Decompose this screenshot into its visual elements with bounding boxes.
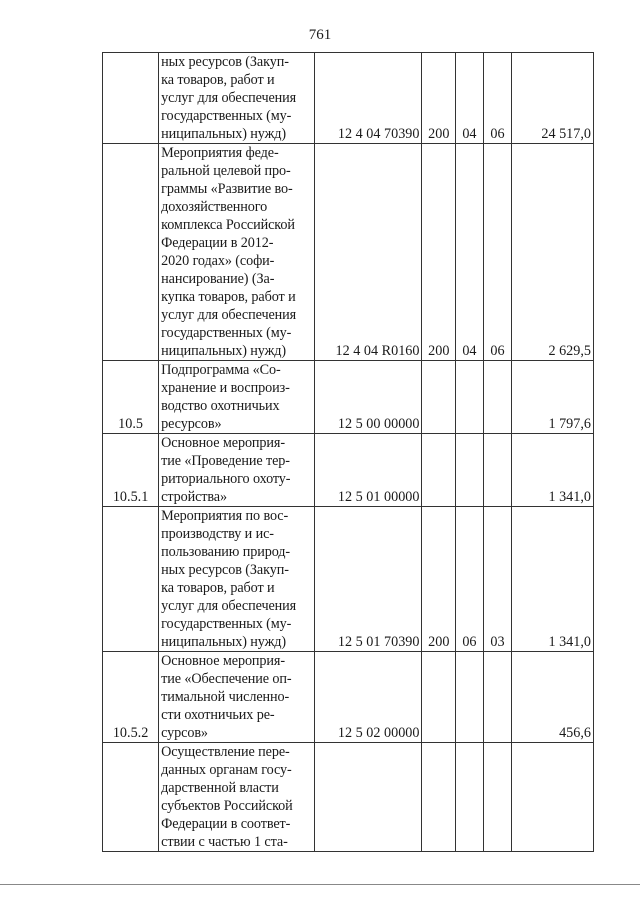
row-expense-type <box>422 652 456 743</box>
row-amount: 1 341,0 <box>512 507 594 652</box>
row-target-article: 12 5 00 00000 <box>315 361 422 434</box>
table-row <box>103 53 594 144</box>
row-expense-type <box>422 434 456 507</box>
row-number <box>103 144 159 361</box>
row-expense-type: 200 <box>422 53 456 144</box>
row-amount <box>512 743 594 852</box>
row-amount: 1 797,6 <box>512 361 594 434</box>
row-subsection <box>483 743 512 852</box>
row-number <box>103 743 159 852</box>
row-name: Основное мероприя- тие «Обеспечение оп- тимальной численно- сти охотничьих ре- сурсов» <box>159 652 315 743</box>
row-section: 04 <box>456 144 484 361</box>
row-section <box>456 361 484 434</box>
row-amount: 1 341,0 <box>512 434 594 507</box>
row-target-article: 12 4 04 R0160 <box>315 144 422 361</box>
page-bottom-rule <box>0 884 640 885</box>
table-row <box>103 144 594 361</box>
page-number: 761 <box>308 27 332 43</box>
row-section <box>456 743 484 852</box>
row-expense-type <box>422 743 456 852</box>
table-row <box>103 743 594 852</box>
table-row <box>103 507 594 652</box>
row-subsection: 03 <box>483 507 512 652</box>
row-amount: 456,6 <box>512 652 594 743</box>
row-subsection: 06 <box>483 53 512 144</box>
row-subsection: 06 <box>483 144 512 361</box>
budget-table <box>102 52 594 852</box>
table-row <box>103 361 594 434</box>
table-row <box>103 434 594 507</box>
row-name: Подпрограмма «Со- хранение и воспроиз- водство охотничьих ресурсов» <box>159 361 315 434</box>
row-target-article: 12 4 04 70390 <box>315 53 422 144</box>
row-number: 10.5.2 <box>103 652 159 743</box>
row-target-article: 12 5 01 00000 <box>315 434 422 507</box>
row-number: 10.5 <box>103 361 159 434</box>
row-amount: 24 517,0 <box>512 53 594 144</box>
row-subsection <box>483 652 512 743</box>
row-name: Основное мероприя- тие «Проведение тер- риториального охоту- стройства» <box>159 434 315 507</box>
row-expense-type: 200 <box>422 507 456 652</box>
row-target-article <box>315 743 422 852</box>
row-number <box>103 507 159 652</box>
row-number: 10.5.1 <box>103 434 159 507</box>
row-subsection <box>483 361 512 434</box>
row-name: Мероприятия по вос- производству и ис- пользованию природ- ных ресурсов (Закуп- ка товаров, работ и услуг для обеспечения государственных (му- ниципальных) нужд) <box>159 507 315 652</box>
row-number <box>103 53 159 144</box>
row-name: Мероприятия феде- ральной целевой про- граммы «Развитие во- дохозяйственного комплекса Российской Федерации в 2012- 2020 годах» (софи- нансирование) (За- купка товаров, работ и услуг для обеспечения государственных (му- ниципальных) нужд) <box>159 144 315 361</box>
table-row <box>103 652 594 743</box>
row-section <box>456 434 484 507</box>
row-expense-type <box>422 361 456 434</box>
row-section: 06 <box>456 507 484 652</box>
row-name: ных ресурсов (Закуп- ка товаров, работ и услуг для обеспечения государственных (му- ниципальных) нужд) <box>159 53 315 144</box>
row-name: Осуществление пере- данных органам госу- дарственной власти субъектов Российской Федерации в соответ- ствии с частью 1 ста- <box>159 743 315 852</box>
row-section: 04 <box>456 53 484 144</box>
row-amount: 2 629,5 <box>512 144 594 361</box>
row-subsection <box>483 434 512 507</box>
row-section <box>456 652 484 743</box>
row-target-article: 12 5 01 70390 <box>315 507 422 652</box>
row-target-article: 12 5 02 00000 <box>315 652 422 743</box>
row-expense-type: 200 <box>422 144 456 361</box>
